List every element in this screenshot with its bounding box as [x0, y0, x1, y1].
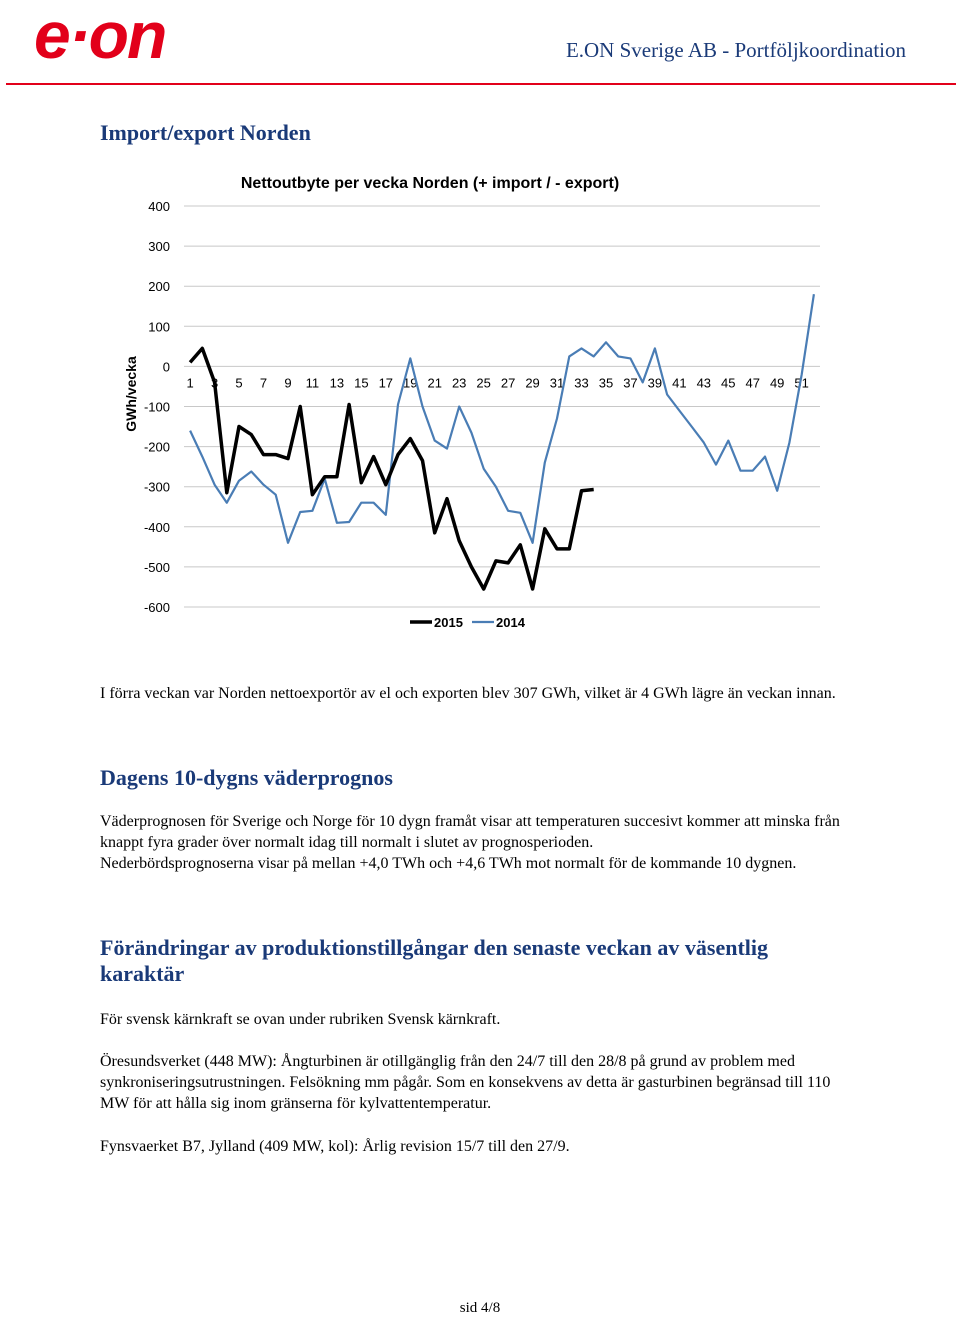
section-title-import-export: Import/export Norden	[100, 120, 311, 145]
x-tick-label: 23	[451, 375, 467, 391]
header-divider	[6, 83, 956, 85]
y-tick-label: -200	[143, 439, 170, 455]
page-number: sid 4/8	[459, 1300, 501, 1316]
x-tick-label: 39	[647, 375, 663, 391]
fynsvaerket-note: Fynsvaerket B7, Jylland (409 MW, kol): Årlig revision 15/7 till den 27/9.	[100, 1138, 570, 1155]
x-tick-label: 9	[284, 375, 292, 391]
series-line-2014	[190, 294, 814, 543]
y-tick-label: -300	[143, 479, 170, 495]
nuclear-note: För svensk kärnkraft se ovan under rubriken Svensk kärnkraft.	[100, 1011, 501, 1028]
x-tick-label: 19	[403, 375, 418, 391]
x-tick-label: 11	[305, 375, 320, 391]
y-tick-label: -400	[143, 519, 170, 535]
import-export-summary: I förra veckan var Norden nettoexportör av el och exporten blev 307 GWh, vilket är 4 GWh lägre än veckan innan.	[100, 685, 836, 702]
x-tick-label: 27	[500, 375, 516, 391]
legend-label-2014: 2014	[496, 615, 525, 630]
company-name: E.ON Sverige AB - Portföljkoordination	[565, 38, 906, 62]
y-tick-label: 0	[162, 359, 170, 375]
y-tick-label: -500	[143, 559, 170, 575]
eon-logo-mark	[34, 2, 234, 68]
x-tick-label: 17	[378, 375, 394, 391]
x-tick-label: 25	[476, 375, 491, 391]
x-tick-label: 35	[598, 375, 614, 391]
x-tick-label: 33	[574, 375, 589, 391]
oresundsverket-note: Öresundsverket (448 MW): Ångturbinen är otillgänglig från den 24/7 till den 28/8 på grund av problem med synkroniseringsutrustningen. Felsökning mm pågår. Som en konsekvens av detta är gasturbinen begränsad till 110 MW för att hålla sig inom gränserna för kylvattentemperatur.	[100, 1053, 831, 1112]
logo-text: e·on	[34, 2, 166, 68]
section-title-weather: Dagens 10-dygns väderprognos	[100, 765, 393, 790]
x-tick-label: 5	[235, 375, 243, 391]
x-tick-label: 49	[769, 375, 785, 391]
y-axis-label: GWh/vecka	[123, 356, 139, 432]
y-tick-label: 200	[148, 279, 170, 295]
section-title-production-changes: Förändringar av produktionstillgångar den senaste veckan av väsentlig karaktär	[100, 935, 769, 986]
x-tick-label: 47	[745, 375, 760, 391]
page-header	[0, 0, 960, 86]
chart-svg	[112, 162, 832, 644]
weather-precipitation-text: Nederbördsprognoserna visar på mellan +4,0 TWh och +4,6 TWh mot normalt för de kommande 10 dygnen.	[100, 855, 797, 872]
x-tick-label: 29	[525, 375, 540, 391]
weather-temperature-text: Väderprognosen för Sverige och Norge för 10 dygn framåt visar att temperaturen succesivt kommer att minska från knappt fyra grader över normalt idag till normalt i slutet av prognosperioden.	[100, 813, 840, 851]
y-tick-label: 300	[148, 239, 170, 255]
y-tick-label: 100	[148, 319, 170, 335]
eon-logo	[34, 2, 234, 73]
chart-title: Nettoutbyte per vecka Norden (+ import / - export)	[240, 175, 620, 192]
x-tick-label: 21	[427, 375, 442, 391]
legend-label-2015: 2015	[434, 615, 463, 630]
x-tick-label: 51	[794, 375, 809, 391]
x-tick-label: 13	[329, 375, 345, 391]
x-tick-label: 3	[210, 375, 219, 391]
x-tick-label: 1	[186, 375, 194, 391]
x-tick-label: 45	[721, 375, 736, 391]
y-tick-label: -100	[143, 399, 170, 415]
x-tick-label: 41	[672, 375, 687, 391]
y-tick-label: -600	[143, 600, 170, 615]
x-tick-label: 15	[354, 375, 369, 391]
x-tick-label: 37	[623, 375, 638, 391]
x-tick-label: 31	[549, 375, 565, 391]
x-tick-label: 7	[259, 375, 268, 391]
x-tick-label: 43	[696, 375, 712, 391]
y-tick-label: 400	[148, 199, 170, 214]
net-exchange-chart	[112, 162, 832, 644]
